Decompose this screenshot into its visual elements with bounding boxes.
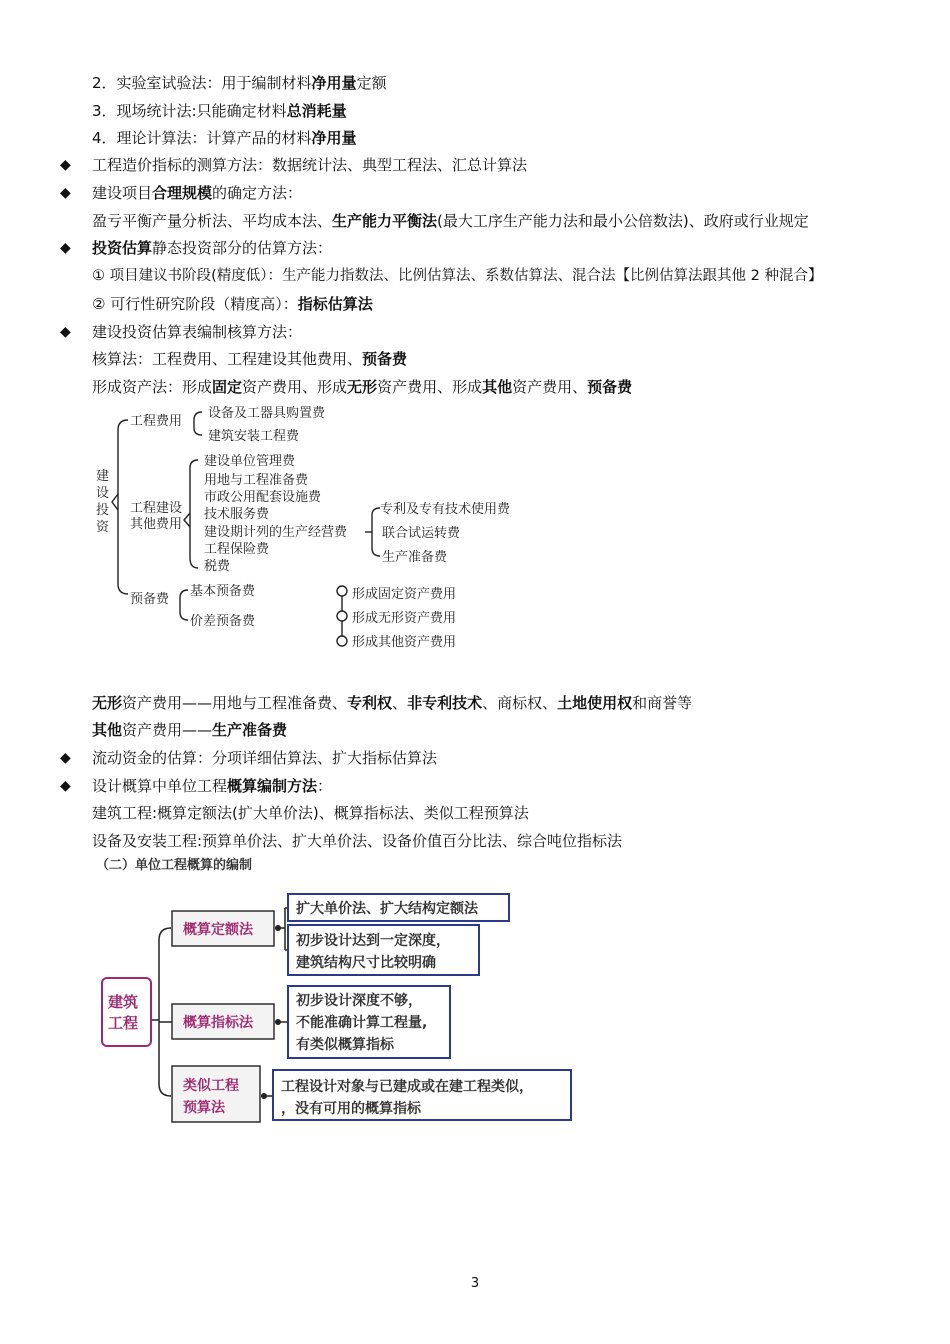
root-char: 设 [96, 486, 110, 501]
bullet-icon: ◆ [60, 324, 71, 340]
node-qt: 工程建设 [130, 501, 183, 516]
node-zc-item: 形成固定资产费用 [352, 587, 457, 602]
bullet-icon: ◆ [60, 185, 71, 201]
condition-text: 有类似概算指标 [296, 1037, 394, 1053]
node-yb-item: 基本预备费 [190, 584, 256, 599]
node-qt: 其他费用 [130, 517, 183, 532]
condition-text: 初步设计深度不够， [296, 993, 422, 1009]
line-estimate-table: 建设投资估算表编制核算方法： [92, 323, 303, 341]
node-qt-item: 工程保险费 [204, 542, 270, 557]
node-zc-item: 形成无形资产费用 [352, 611, 457, 626]
condition-text: 不能准确计算工程量, [296, 1015, 428, 1031]
node-qt-item: 用地与工程准备费 [204, 473, 309, 488]
condition-text: 扩大单价法、扩大结构定额法 [296, 901, 478, 917]
line-design-estimate: 设计概算中单位工程概算编制方法： [92, 777, 333, 795]
node-qt-item: 市政公用配套设施费 [204, 490, 322, 505]
method-label: 概算定额法 [183, 922, 253, 938]
line-other-assets: 其他资产费用——生产准备费 [92, 721, 288, 739]
bullet-icon: ◆ [60, 240, 71, 256]
condition-text: 工程设计对象与已建成或在建工程类似， [281, 1079, 533, 1095]
node-qt-item: 税费 [204, 559, 231, 574]
investment-structure-diagram [90, 398, 540, 668]
node-gc-item: 设备及工器具购置费 [208, 406, 326, 421]
bullet-icon: ◆ [60, 778, 71, 794]
method-label: 类似工程 [183, 1078, 239, 1094]
line-investment: 投资估算静态投资部分的估算方法： [92, 239, 333, 257]
node-qt-item: 建设期计列的生产经营费 [204, 525, 348, 540]
line-feasibility-stage: ② 可行性研究阶段（精度高）：指标估算法 [92, 295, 373, 313]
node-qt-item: 建设单位管理费 [204, 454, 296, 469]
node-gc: 工程费用 [130, 414, 183, 429]
node-yb: 预备费 [130, 592, 170, 607]
method-label: 概算指标法 [183, 1015, 253, 1031]
line-field-stat: 3．现场统计法:只能确定材料总消耗量 [92, 102, 347, 120]
condition-text: 初步设计达到一定深度， [296, 933, 450, 949]
line-lab-method: 2．实验室试验法：用于编制材料净用量定额 [92, 74, 387, 92]
line-asset-method: 形成资产法：形成固定资产费用、形成无形资产费用、形成其他资产费用、预备费 [92, 378, 633, 396]
node-qt-item: 技术服务费 [204, 507, 270, 522]
page-number: 3 [470, 1276, 480, 1291]
line-cost-index: 工程造价指标的测算方法：数据统计法、典型工程法、汇总计算法 [92, 156, 528, 174]
condition-text: 建筑结构尺寸比较明确 [296, 955, 436, 971]
root-char: 建 [96, 469, 110, 484]
node-gc-item: 建筑安装工程费 [208, 429, 300, 444]
bullet-icon: ◆ [60, 750, 71, 766]
line-building: 建筑工程:概算定额法(扩大单价法)、概算指标法、类似工程预算法 [92, 804, 529, 822]
condition-text: ，没有可用的概算指标 [281, 1101, 421, 1117]
method-label: 预算法 [183, 1100, 225, 1116]
line-scale: 建设项目合理规模的确定方法： [92, 184, 303, 202]
node-yb-item: 价差预备费 [190, 614, 256, 629]
line-working-capital: 流动资金的估算：分项详细估算法、扩大指标估算法 [92, 749, 438, 767]
root-char: 投 [96, 503, 110, 518]
node-sc-item: 联合试运转费 [382, 526, 461, 541]
root-label: 工程 [108, 1014, 139, 1032]
line-proposal-stage: ① 项目建议书阶段(精度低）：生产能力指数法、比例估算法、系数估算法、混合法【比例估算法跟其他 2 种混合】 [92, 268, 823, 284]
bullet-icon: ◆ [60, 157, 71, 173]
line-intangible: 无形资产费用——用地与工程准备费、专利权、非专利技术、商标权、土地使用权和商誉等 [92, 694, 693, 712]
section-title: （二）单位工程概算的编制 [96, 858, 253, 873]
line-scale-methods: 盈亏平衡产量分析法、平均成本法、生产能力平衡法(最大工序生产能力法和最小公倍数法)、政府或行业规定 [92, 212, 809, 230]
building-estimate-diagram [95, 886, 580, 1131]
line-equipment: 设备及安装工程:预算单价法、扩大单价法、设备价值百分比法、综合吨位指标法 [92, 832, 623, 850]
root-label: 建筑 [108, 993, 139, 1011]
node-sc-item: 生产准备费 [382, 550, 448, 565]
line-check-method: 核算法：工程费用、工程建设其他费用、预备费 [92, 350, 408, 368]
root-box [102, 978, 151, 1046]
root-char: 资 [96, 520, 110, 535]
node-sc-item: 专利及专有技术使用费 [380, 502, 511, 517]
node-zc-item: 形成其他资产费用 [352, 635, 457, 650]
line-theory-calc: 4．理论计算法：计算产品的材料净用量 [92, 129, 357, 147]
